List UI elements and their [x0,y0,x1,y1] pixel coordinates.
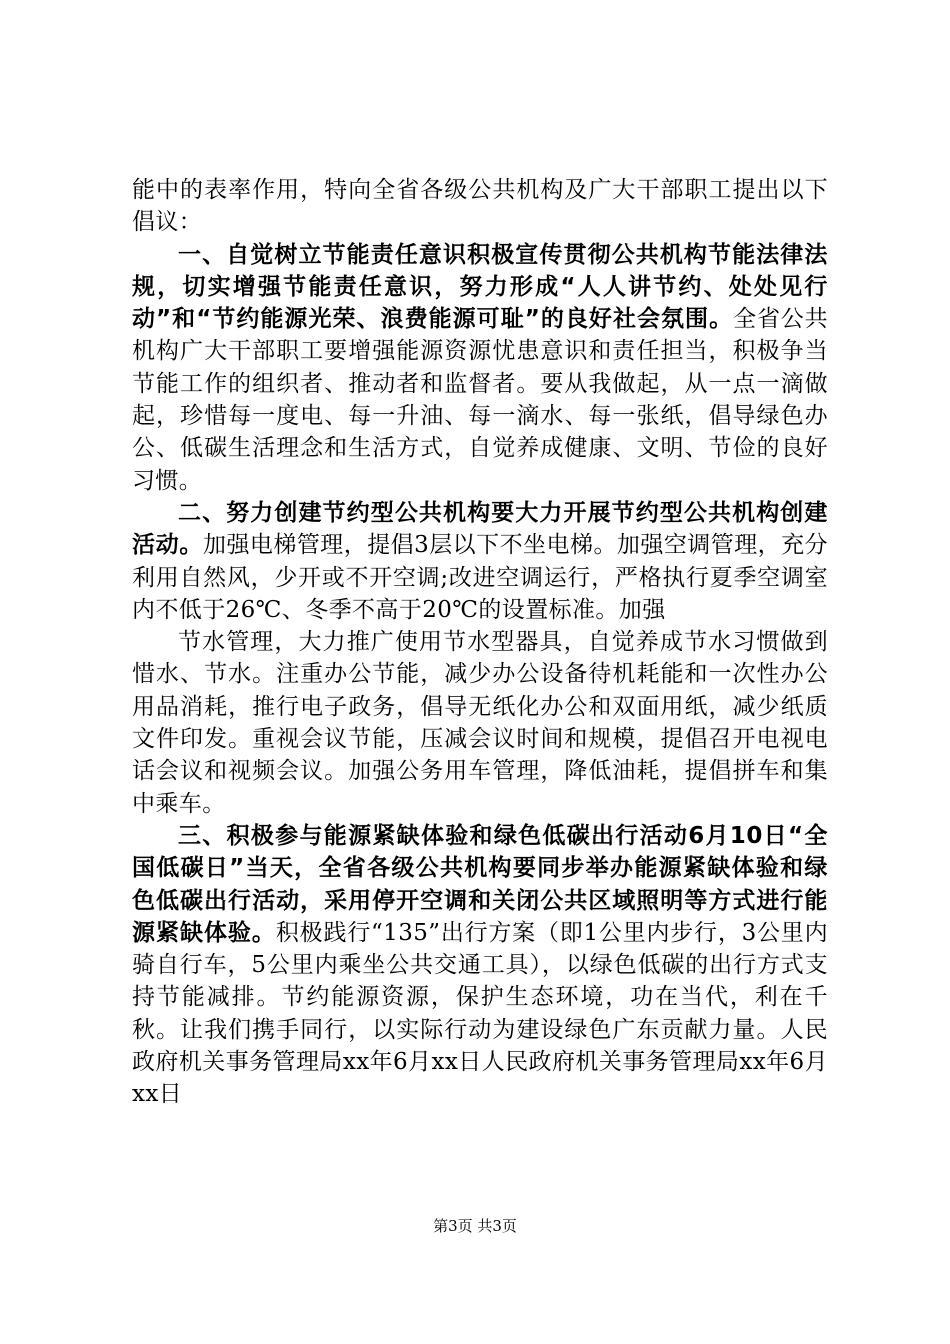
section-2-continued-paragraph [132,626,828,820]
section-1-heading: 一、自觉树立节能责任意识积极宣传贯彻公共机构节能法律法规，切实增强节能责任意识，努力形成“人人讲节约、处处见行动”和“节约能源光荣、浪费能源可耻”的良好社会氛围。 [132,241,828,333]
section-2-text: 加强电梯管理，提倡3层以下不坐电梯。加强空调管理，充分利用自然风，少开或不开空调;改进空调运行，严格执行夏季空调室内不低于26℃、冬季不高于20℃的设置标准。加强 [132,532,828,623]
intro-paragraph [132,174,828,239]
document-body [132,174,828,1111]
intro-text: 能中的表率作用，特向全省各级公共机构及广大干部职工提出以下倡议： [132,177,828,236]
page-footer [0,1215,950,1236]
section-2-paragraph [132,497,828,626]
section-3-paragraph [132,820,828,1111]
section-2-heading: 二、努力创建节约型公共机构要大力开展节约型公共机构创建活动。 [132,499,828,559]
section-1-paragraph [132,239,828,497]
section-3-heading: 三、积极参与能源紧缺体验和绿色低碳出行活动6月10日“全国低碳日”当天，全省各级公共机构要同步举办能源紧缺体验和绿色低碳出行活动，采用停开空调和关闭公共区域照明等方式进行能源紧缺体验。 [132,822,828,946]
section-2-continued-text: 节水管理，大力推广使用节水型器具，自觉养成节水习惯做到惜水、节水。注重办公节能，减少办公设备待机耗能和一次性办公用品消耗，推行电子政务，倡导无纸化办公和双面用纸，减少纸质文件印发。重视会议节能，压减会议时间和规模，提倡召开电视电话会议和视频会议。加强公务用车管理，降低油耗，提倡拼车和集中乘车。 [132,629,828,817]
section-3-text: 积极践行“135”出行方案（即1公里内步行，3公里内骑自行车，5公里内乘坐公共交通工具），以绿色低碳的出行方式支持节能减排。节约能源资源，保护生态环境，功在当代，利在千秋。让我们携手同行，以实际行动为建设绿色广东贡献力量。人民政府机关事务管理局xx年6月xx日人民政府机关事务管理局xx年6月xx日 [132,919,828,1108]
page-number-label: 第3页 共3页 [433,1217,517,1235]
section-1-text: 全省公共机构广大干部职工要增强能源资源忧患意识和责任担当，积极争当节能工作的组织者、推动者和监督者。要从我做起，从一点一滴做起，珍惜每一度电、每一升油、每一滴水、每一张纸，倡导绿色办公、低碳生活理念和生活方式，自觉养成健康、文明、节俭的良好习惯。 [132,306,828,494]
